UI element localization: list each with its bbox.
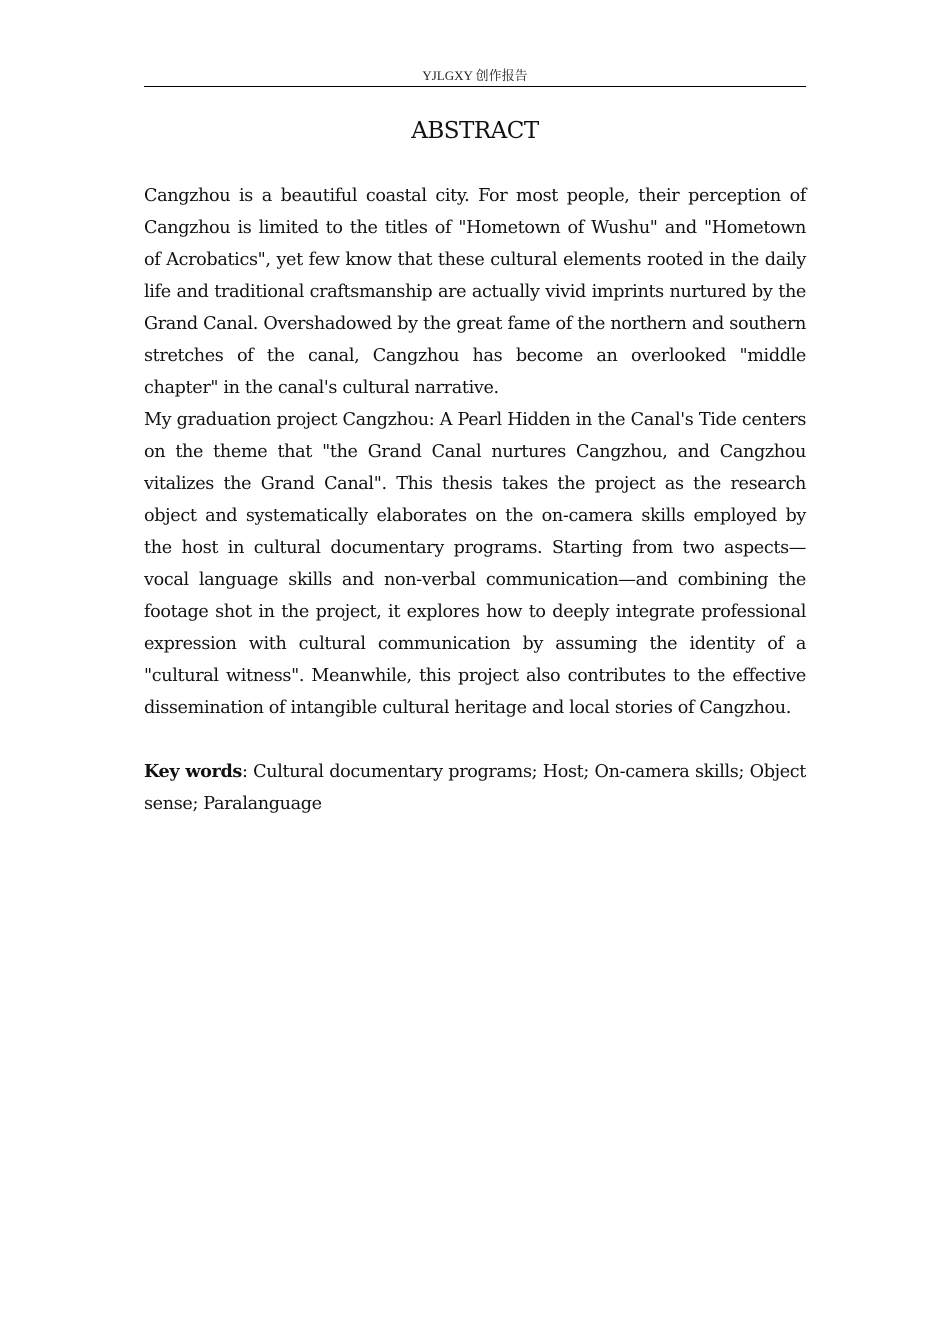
header-rule <box>144 86 806 87</box>
keywords-separator: : <box>241 762 254 782</box>
abstract-body <box>144 180 806 820</box>
keywords-label: Key words <box>144 761 242 782</box>
keywords-line <box>144 756 806 820</box>
abstract-title: ABSTRACT <box>411 118 539 144</box>
abstract-paragraph-1: Cangzhou is a beautiful coastal city. For most people, their perception of Cangzhou is limited to the titles of "Hometown of Wushu" and "Hometown of Acrobatics", yet few know that these cultural elements rooted in the daily life and traditional craftsmanship are actually vivid imprints nurtured by the Grand Canal. Overshadowed by the great fame of the northern and southern stretches of the canal, Cangzhou has become an overlooked "middle chapter" in the canal's cultural narrative. <box>144 186 806 398</box>
running-header: YJLGXY 创作报告 <box>422 68 528 83</box>
abstract-paragraph-2: My graduation project Cangzhou: A Pearl Hidden in the Canal's Tide centers on the theme that "the Grand Canal nurtures Cangzhou, and Cangzhou vitalizes the Grand Canal". This thesis takes the project as the research object and systematically elaborates on the on-camera skills employed by the host in cultural documentary programs. Starting from two aspects—vocal language skills and non-verbal communication—and combining the footage shot in the project, it explores how to deeply integrate professional expression with cultural communication by assuming the identity of a "cultural witness". Meanwhile, this project also contributes to the effective dissemination of intangible cultural heritage and local stories of Cangzhou. <box>144 410 806 718</box>
keywords-text: Cultural documentary programs; Host; On-camera skills; Object sense; Paralanguage <box>144 762 806 814</box>
